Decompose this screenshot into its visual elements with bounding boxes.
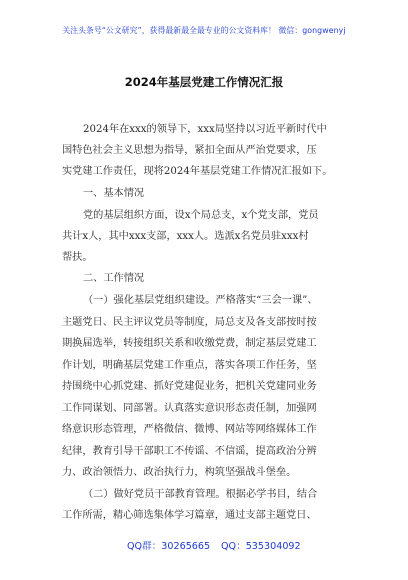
body-line: 2024年在xxx的领导下，xxx局坚持以习近平新时代中 [83, 124, 327, 135]
body-line: 帮扶。 [62, 252, 93, 263]
body-line: 主题党日、民主评议党员等制度，局总支及各支部按时按 [62, 317, 317, 328]
document-title: 2024年基层党建工作情况汇报 [124, 75, 284, 89]
footer-qq-group: QQ群：30265665 [127, 541, 211, 552]
body-line: 持围绕中心抓党建、抓好党建促业务，把机关党建同业务 [62, 381, 317, 392]
body-line: 国特色社会主义思想为指导，紧扣全面从严治党要求，压 [62, 145, 317, 156]
body-line: 共计x人，其中xxx支部，xxx人。选派x名党员驻xxx村 [62, 231, 309, 242]
body-line: 纪律，教育引导干部职工不传谣、不信谣，提高政治分辨 [62, 446, 317, 457]
body-line: （二）做好党员干部教育管理。根据必学书目，结合 [83, 489, 318, 500]
body-line: 实党建工作责任，现将2024年基层党建工作情况汇报如下。 [62, 166, 333, 177]
section-heading: 一、基本情况 [83, 188, 145, 199]
body-line: （一）强化基层党组织建设。严格落实“三会一课”、 [83, 295, 318, 306]
header-promo-note: 关注头条号“公文研究”，获得最新最全最专业的公文资料库！ 微信：gongwenyj [62, 26, 346, 35]
body-line: 力、政治领悟力、政治执行力，构筑坚强战斗堡垒。 [62, 467, 297, 478]
footer-qq-number: QQ：535304092 [221, 541, 301, 552]
section-heading: 二、工作情况 [83, 273, 145, 284]
body-line: 络意识形态管理，严格微信、微博、网站等网络媒体工作 [62, 424, 317, 435]
body-line: 党的基层组织方面，设x个局总支，x个党支部，党员 [83, 210, 319, 221]
body-line: 工作所需，精心筛选集体学习篇章，通过支部主题党日、 [62, 510, 317, 521]
body-line: 作计划，明确基层党建工作重点，落实各项工作任务，坚 [62, 360, 317, 371]
body-line: 工作同谋划、同部署。认真落实意识形态责任制，加强网 [62, 403, 317, 414]
body-line: 期换届选举，转接组织关系和收缴党费，制定基层党建工 [62, 338, 317, 349]
